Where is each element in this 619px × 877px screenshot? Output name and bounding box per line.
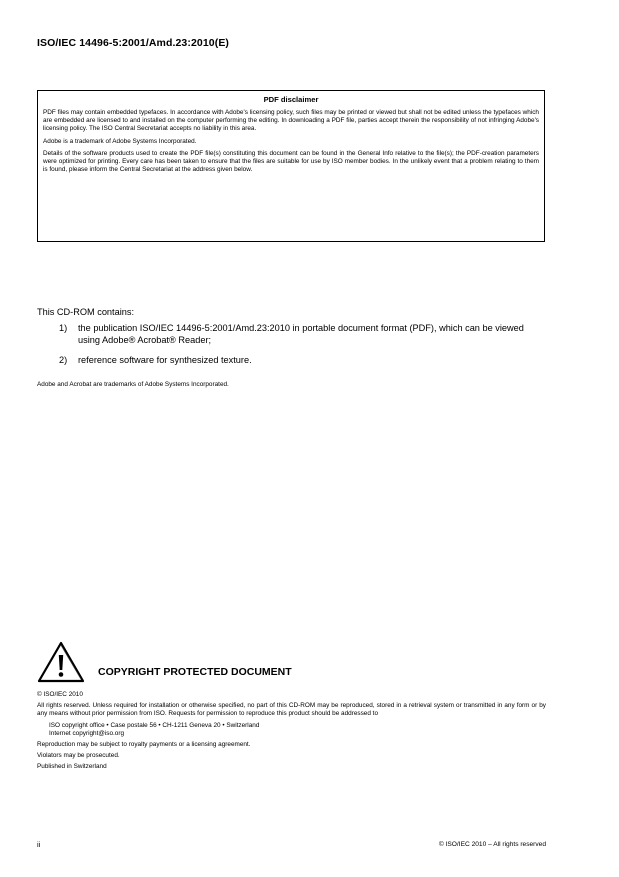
royalty-statement: Reproduction may be subject to royalty payments or a licensing agreement. (37, 741, 251, 749)
pdf-disclaimer-box (37, 90, 545, 242)
warning-triangle-icon (37, 641, 85, 683)
copyright-heading: COPYRIGHT PROTECTED DOCUMENT (98, 666, 292, 678)
page-number: ii (37, 840, 41, 849)
footer-copyright: © ISO/IEC 2010 – All rights reserved (438, 841, 546, 848)
violators-statement: Violators may be prosecuted. (37, 752, 120, 760)
copyright-office-address: ISO copyright office • Case postale 56 • CH-1211 Geneva 20 • Switzerland (49, 721, 260, 729)
list-item-number: 2) (59, 355, 68, 365)
cdrom-intro: This CD-ROM contains: (37, 307, 134, 317)
document-title: ISO/IEC 14496-5:2001/Amd.23:2010(E) (37, 37, 230, 49)
list-item (37, 355, 547, 367)
published-statement: Published in Switzerland (37, 763, 107, 771)
copyright-section (37, 691, 546, 775)
list-item (37, 323, 547, 346)
disclaimer-paragraph-trademark: Adobe is a trademark of Adobe Systems Incorporated. (43, 137, 197, 145)
trademark-note: Adobe and Acrobat are trademarks of Adobe Systems Incorporated. (37, 381, 229, 388)
list-item-text: reference software for synthesized texture. (78, 355, 252, 365)
list-item-text: the publication ISO/IEC 14496-5:2001/Amd.23:2010 in portable document format (PDF), which can be viewed using Adobe® Acrobat® Reader; (78, 323, 524, 345)
rights-statement: All rights reserved. Unless required for installation or otherwise specified, no part of this CD-ROM may be reproduced, stored in a retrieval system or transmitted in any form or by any means without prior permission from ISO. Requests for permission to reproduce this product should be addressed to (37, 702, 546, 718)
disclaimer-heading: PDF disclaimer (263, 95, 319, 104)
disclaimer-paragraph-details: Details of the software products used to create the PDF file(s) constituting this document can be found in the General Info relative to the file(s); the PDF-creation parameters were optimized for printing. Every care has been taken to ensure that the files are suitable for use by ISO member bodies. In the unlikely event that a problem relating to them is found, please inform the Central Secretariat at the address given below. (43, 149, 539, 174)
cdrom-contents-list (37, 323, 547, 376)
copyright-notice: © ISO/IEC 2010 (37, 691, 83, 698)
list-item-number: 1) (59, 323, 68, 333)
disclaimer-paragraph-typefaces: PDF files may contain embedded typefaces. In accordance with Adobe's licensing policy, such files may be printed or viewed but shall not be edited unless the typefaces which are embedded are licensed to and installed on the computer performing the editing. In downloading a PDF file, parties accept therein the responsibility of not infringing Adobe's licensing policy. The ISO Central Secretariat accepts no liability in this area. (43, 109, 539, 133)
copyright-internet: Internet copyright@iso.org (49, 729, 125, 737)
